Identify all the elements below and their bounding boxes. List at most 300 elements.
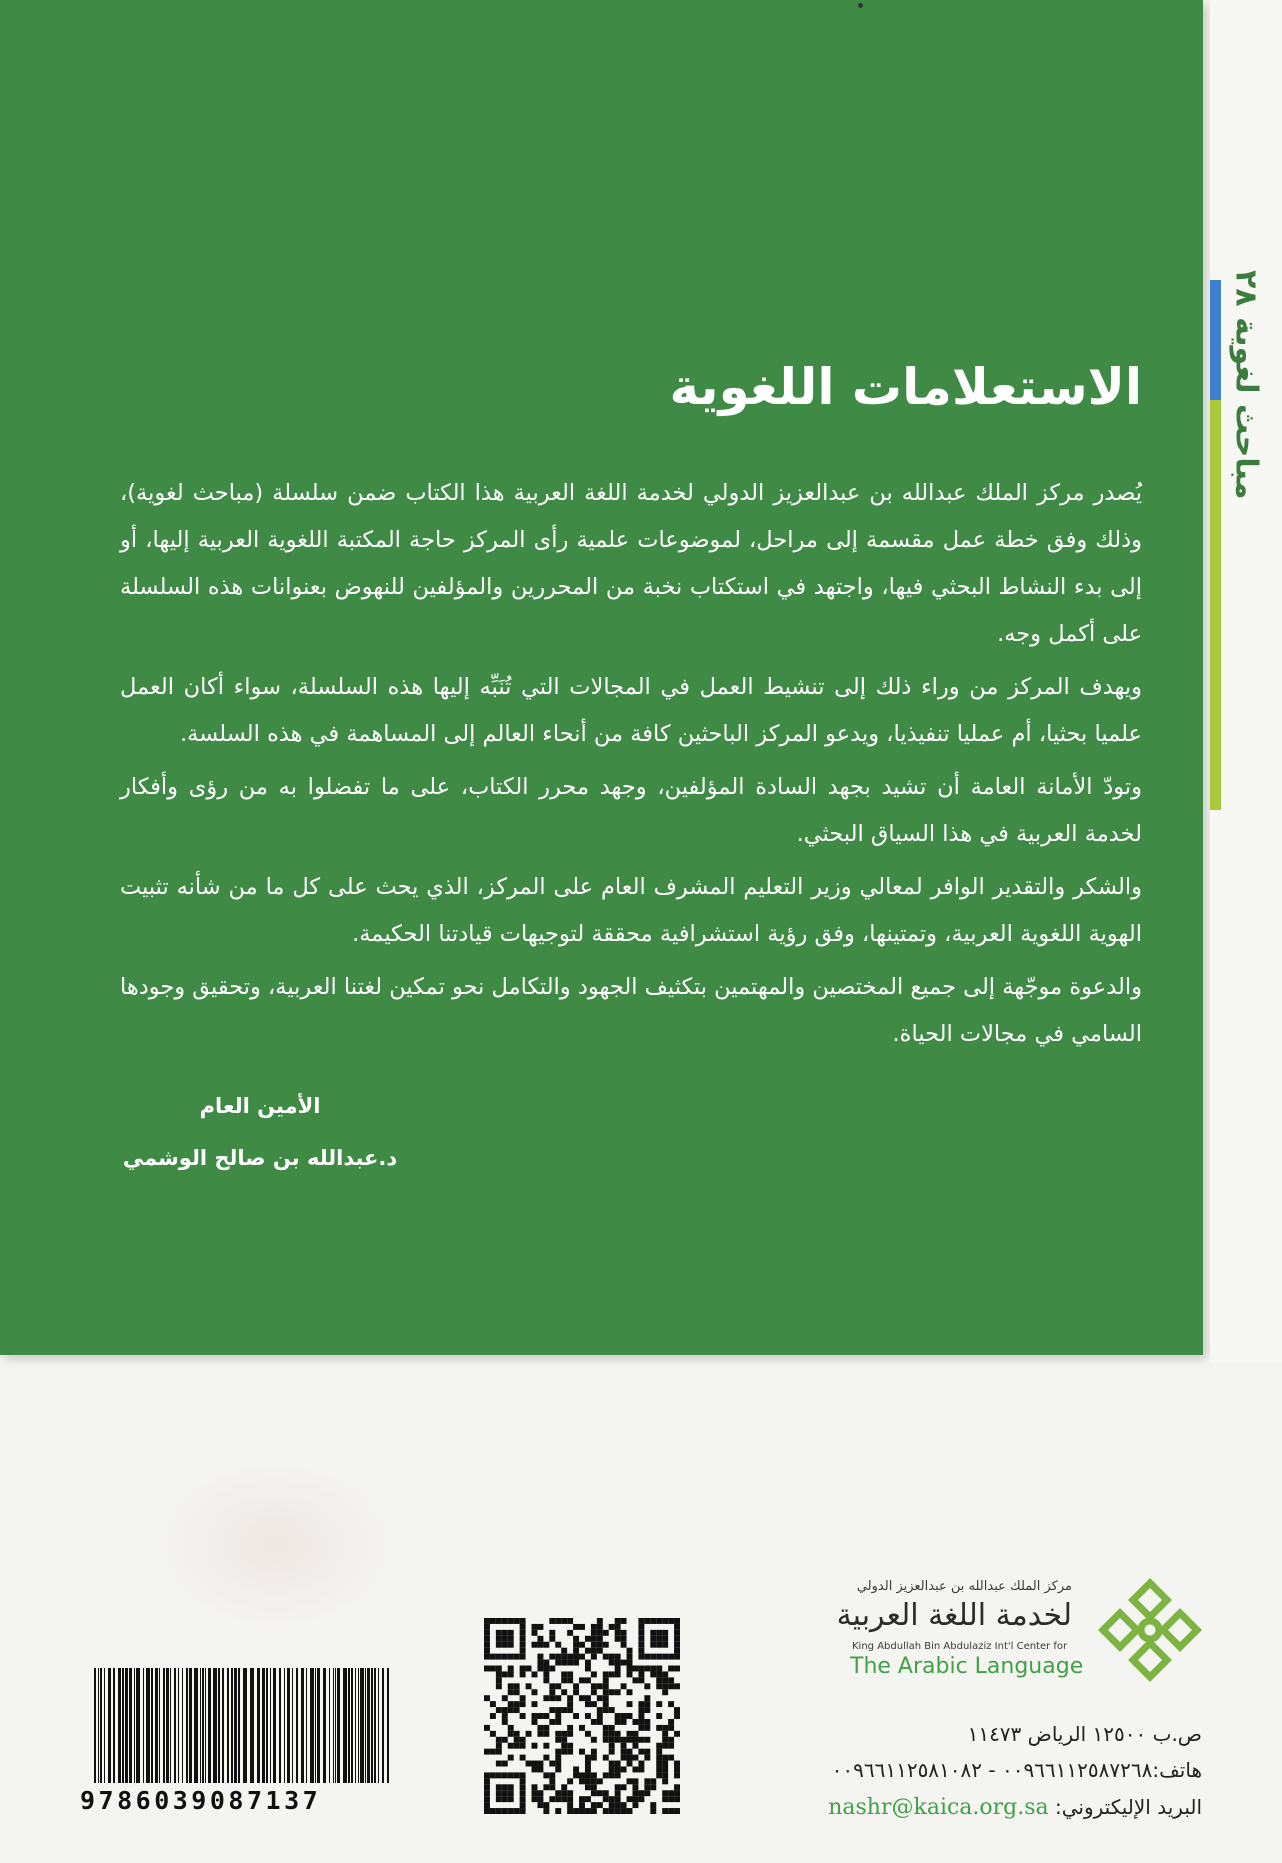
qr-module [644, 1618, 650, 1624]
qr-module [561, 1689, 567, 1695]
qr-module [537, 1761, 543, 1767]
qr-module [561, 1648, 567, 1654]
qr-module [615, 1660, 621, 1666]
qr-module [621, 1618, 627, 1624]
barcode-bar [178, 1668, 179, 1783]
barcode-bar [343, 1668, 347, 1783]
qr-module [597, 1802, 603, 1808]
qr-module [674, 1648, 680, 1654]
qr-module [632, 1666, 638, 1672]
qr-module [662, 1642, 668, 1648]
qr-module [674, 1796, 680, 1802]
qr-module [496, 1671, 502, 1677]
qr-module [632, 1755, 638, 1761]
qr-module [579, 1778, 585, 1784]
barcode-bar [279, 1668, 281, 1783]
barcode-bar [296, 1668, 298, 1783]
qr-module [537, 1624, 543, 1630]
qr-module [638, 1666, 644, 1672]
qr-module [597, 1683, 603, 1689]
qr-module [573, 1713, 579, 1719]
barcode-bar [351, 1668, 353, 1783]
qr-module [591, 1719, 597, 1725]
qr-module [644, 1790, 650, 1796]
barcode-bar [129, 1668, 132, 1783]
qr-module [662, 1677, 668, 1683]
qr-module [543, 1731, 549, 1737]
barcode-bar [146, 1668, 150, 1783]
qr-module [508, 1707, 514, 1713]
qr-module [644, 1654, 650, 1660]
qr-module [674, 1790, 680, 1796]
qr-module [520, 1636, 526, 1642]
qr-module [579, 1624, 585, 1630]
qr-module [549, 1719, 555, 1725]
qr-module [561, 1743, 567, 1749]
qr-module [585, 1677, 591, 1683]
qr-module [603, 1808, 609, 1814]
barcode-bar [166, 1668, 169, 1783]
qr-module [573, 1624, 579, 1630]
qr-module [609, 1731, 615, 1737]
qr-module [514, 1743, 520, 1749]
qr-module [591, 1778, 597, 1784]
qr-module [532, 1719, 538, 1725]
qr-module [496, 1808, 502, 1814]
qr-module [585, 1766, 591, 1772]
qr-module [656, 1755, 662, 1761]
qr-module [555, 1737, 561, 1743]
qr-module [644, 1725, 650, 1731]
qr-module [555, 1660, 561, 1666]
spine-series-label: مباحث لغوية ٢٨ [1228, 270, 1264, 500]
qr-module [555, 1790, 561, 1796]
qr-module [591, 1689, 597, 1695]
barcode-bar [218, 1668, 220, 1783]
qr-module [555, 1731, 561, 1737]
qr-module [638, 1725, 644, 1731]
barcode-bar [202, 1668, 204, 1783]
barcode-bar [189, 1668, 192, 1783]
qr-module [632, 1677, 638, 1683]
qr-module [484, 1749, 490, 1755]
qr-module [532, 1671, 538, 1677]
qr-module [549, 1689, 555, 1695]
qr-module [621, 1743, 627, 1749]
qr-module [609, 1624, 615, 1630]
qr-module [567, 1778, 573, 1784]
qr-module [585, 1636, 591, 1642]
qr-module [597, 1630, 603, 1636]
qr-module [591, 1683, 597, 1689]
qr-module [579, 1808, 585, 1814]
qr-module [674, 1772, 680, 1778]
qr-module [484, 1636, 490, 1642]
qr-module [597, 1636, 603, 1642]
qr-module [644, 1683, 650, 1689]
qr-module [644, 1695, 650, 1701]
qr-module [561, 1654, 567, 1660]
barcode-bar [186, 1668, 188, 1783]
qr-module [656, 1671, 662, 1677]
qr-module [484, 1618, 490, 1624]
qr-module [561, 1707, 567, 1713]
qr-module [674, 1630, 680, 1636]
qr-module [502, 1713, 508, 1719]
qr-module [638, 1790, 644, 1796]
qr-module [585, 1778, 591, 1784]
qr-module [615, 1666, 621, 1672]
barcode-bar [355, 1668, 356, 1783]
qr-module [615, 1624, 621, 1630]
qr-module [585, 1784, 591, 1790]
qr-module [650, 1666, 656, 1672]
qr-module [502, 1630, 508, 1636]
qr-module [573, 1636, 579, 1642]
barcode-bar [365, 1668, 366, 1783]
qr-module [514, 1707, 520, 1713]
qr-module [591, 1808, 597, 1814]
qr-module [627, 1737, 633, 1743]
barcode-bar [143, 1668, 144, 1783]
qr-module [662, 1761, 668, 1767]
qr-module [555, 1761, 561, 1767]
qr-module [514, 1689, 520, 1695]
qr-module [603, 1677, 609, 1683]
barcode-bar [257, 1668, 260, 1783]
qr-module [555, 1755, 561, 1761]
qr-module [484, 1630, 490, 1636]
qr-module [532, 1630, 538, 1636]
qr-module [561, 1790, 567, 1796]
qr-module [484, 1808, 490, 1814]
qr-module [490, 1701, 496, 1707]
qr-module [662, 1772, 668, 1778]
qr-module [662, 1737, 668, 1743]
qr-module [520, 1654, 526, 1660]
qr-module [656, 1683, 662, 1689]
qr-module [490, 1772, 496, 1778]
qr-module [496, 1761, 502, 1767]
qr-module [508, 1790, 514, 1796]
barcode-bar [317, 1668, 320, 1783]
qr-module [496, 1677, 502, 1683]
barcode-bar [371, 1668, 373, 1783]
qr-module [638, 1642, 644, 1648]
barcode-bar [270, 1668, 271, 1783]
qr-module [621, 1660, 627, 1666]
qr-module [585, 1695, 591, 1701]
qr-module [514, 1701, 520, 1707]
qr-module [484, 1802, 490, 1808]
qr-module [650, 1808, 656, 1814]
qr-module [627, 1689, 633, 1695]
qr-module [567, 1725, 573, 1731]
qr-module [520, 1802, 526, 1808]
qr-module [549, 1654, 555, 1660]
qr-module [603, 1731, 609, 1737]
qr-module [555, 1808, 561, 1814]
qr-module [532, 1713, 538, 1719]
barcode-bar [134, 1668, 135, 1783]
phone-numbers: هاتف:٠٠٩٦٦١١٢٥٨٧٢٦٨ - ٠٠٩٦٦١١٢٥٨١٠٨٢ [831, 1758, 1202, 1782]
qr-module [543, 1802, 549, 1808]
qr-module [567, 1707, 573, 1713]
qr-code [484, 1618, 680, 1814]
qr-module [609, 1796, 615, 1802]
barcode-bar [94, 1668, 96, 1783]
qr-module [621, 1630, 627, 1636]
qr-module [609, 1749, 615, 1755]
barcode-bar [382, 1668, 384, 1783]
qr-module [502, 1772, 508, 1778]
qr-module [561, 1784, 567, 1790]
qr-module [514, 1731, 520, 1737]
qr-module [597, 1648, 603, 1654]
barcode-bar [170, 1668, 171, 1783]
qr-module [668, 1725, 674, 1731]
barcode-bar [273, 1668, 276, 1783]
qr-module [674, 1707, 680, 1713]
qr-module [496, 1790, 502, 1796]
qr-module [567, 1695, 573, 1701]
barcode-bar [310, 1668, 314, 1783]
barcode-bar [122, 1668, 124, 1783]
qr-module [603, 1701, 609, 1707]
qr-module [662, 1618, 668, 1624]
qr-module [508, 1683, 514, 1689]
qr-module [609, 1660, 615, 1666]
qr-module [508, 1654, 514, 1660]
qr-module [591, 1648, 597, 1654]
blurb-paragraph: وتودّ الأمانة العامة أن تشيد بجهد السادة المؤلفين، وجهد محرر الكتاب، على ما تفضلوا به من رؤى وأفكار لخدمة العربية في هذا السياق البحثي. [120, 774, 1142, 847]
qr-module [508, 1743, 514, 1749]
barcode-bar [374, 1668, 376, 1783]
qr-module [597, 1695, 603, 1701]
qr-module [484, 1624, 490, 1630]
qr-module [579, 1725, 585, 1731]
qr-module [615, 1731, 621, 1737]
qr-module [567, 1660, 573, 1666]
qr-module [543, 1695, 549, 1701]
blurb-paragraph: والشكر والتقدير الوافر لمعالي وزير التعليم المشرف العام على المركز، الذي يحث على كل ما من شأنه تثبيت الهوية اللغوية العربية، وتمتينها، وفق رؤية استشرافية محققة لتوجيهات قيادتنا الحكيمة. [120, 874, 1142, 947]
qr-module [627, 1666, 633, 1672]
qr-module [668, 1666, 674, 1672]
qr-module [573, 1772, 579, 1778]
qr-module [508, 1636, 514, 1642]
qr-module [543, 1671, 549, 1677]
blurb-paragraph: يُصدر مركز الملك عبدالله بن عبدالعزيز الدولي لخدمة اللغة العربية هذا الكتاب ضمن سلسلة (مباحث لغوية)، وذلك وفق خطة عمل مقسمة إلى مراحل، لموضوعات علمية رأى المركز حاجة المكتبة اللغوية العربية إليها، أو إلى بدء النشاط البحثي فيها، واجتهد في استكتاب نخبة من المحررين والمؤلفين للنهوض بعنوانات هذه السلسلة على أكمل وجه. [120, 480, 1142, 647]
barcode-bar [348, 1668, 350, 1783]
qr-module [662, 1796, 668, 1802]
qr-module [650, 1654, 656, 1660]
qr-module [609, 1802, 615, 1808]
qr-module [567, 1677, 573, 1683]
qr-module [638, 1677, 644, 1683]
qr-module [532, 1796, 538, 1802]
qr-module [532, 1790, 538, 1796]
qr-module [674, 1683, 680, 1689]
qr-module [632, 1778, 638, 1784]
qr-module [650, 1671, 656, 1677]
publisher-logo-icon [1095, 1575, 1205, 1685]
qr-module [674, 1784, 680, 1790]
qr-module [638, 1630, 644, 1636]
barcode-bar [387, 1668, 389, 1783]
qr-module [627, 1731, 633, 1737]
qr-module [496, 1772, 502, 1778]
qr-module [555, 1766, 561, 1772]
qr-module [615, 1808, 621, 1814]
qr-module [537, 1654, 543, 1660]
qr-module [609, 1725, 615, 1731]
qr-module [638, 1636, 644, 1642]
qr-module [632, 1737, 638, 1743]
qr-module [502, 1642, 508, 1648]
qr-module [656, 1743, 662, 1749]
qr-module [615, 1784, 621, 1790]
qr-module [585, 1808, 591, 1814]
qr-module [615, 1802, 621, 1808]
publisher-name-en: The Arabic Language [850, 1654, 1084, 1679]
qr-module [585, 1660, 591, 1666]
qr-module [650, 1778, 656, 1784]
qr-module [627, 1796, 633, 1802]
qr-module [520, 1784, 526, 1790]
qr-module [502, 1671, 508, 1677]
qr-module [632, 1784, 638, 1790]
qr-module [668, 1790, 674, 1796]
qr-module [555, 1707, 561, 1713]
qr-module [543, 1713, 549, 1719]
qr-module [609, 1808, 615, 1814]
qr-module [496, 1636, 502, 1642]
qr-module [502, 1808, 508, 1814]
qr-module [520, 1648, 526, 1654]
qr-module [537, 1796, 543, 1802]
qr-module [615, 1772, 621, 1778]
barcode-bar [98, 1668, 99, 1783]
barcode-bar [222, 1668, 224, 1783]
qr-module [573, 1648, 579, 1654]
email-address[interactable]: nashr@kaica.org.sa [828, 1795, 1049, 1820]
barcode-bar [301, 1668, 304, 1783]
qr-module [668, 1743, 674, 1749]
qr-module [674, 1654, 680, 1660]
barcode-bar [306, 1668, 307, 1783]
qr-module [638, 1618, 644, 1624]
qr-module [567, 1790, 573, 1796]
qr-module [561, 1660, 567, 1666]
qr-module [537, 1666, 543, 1672]
qr-module [508, 1755, 514, 1761]
qr-module [627, 1713, 633, 1719]
barcode-bar [367, 1668, 370, 1783]
qr-module [627, 1671, 633, 1677]
qr-module [638, 1671, 644, 1677]
qr-module [502, 1761, 508, 1767]
qr-module [543, 1660, 549, 1666]
qr-module [638, 1701, 644, 1707]
qr-module [638, 1749, 644, 1755]
qr-module [520, 1790, 526, 1796]
qr-module [537, 1660, 543, 1666]
qr-module [526, 1731, 532, 1737]
qr-module [502, 1707, 508, 1713]
barcode-bar [231, 1668, 233, 1783]
qr-module [662, 1689, 668, 1695]
qr-module [484, 1772, 490, 1778]
qr-module [520, 1618, 526, 1624]
qr-module [609, 1766, 615, 1772]
qr-module [508, 1772, 514, 1778]
qr-module [585, 1731, 591, 1737]
qr-module [644, 1719, 650, 1725]
qr-module [674, 1808, 680, 1814]
qr-module [567, 1701, 573, 1707]
qr-module [668, 1755, 674, 1761]
signature-block [120, 1080, 400, 1184]
qr-module [567, 1671, 573, 1677]
qr-module [656, 1630, 662, 1636]
qr-module [603, 1737, 609, 1743]
qr-module [656, 1642, 662, 1648]
qr-module [555, 1713, 561, 1719]
qr-module [579, 1642, 585, 1648]
qr-module [668, 1683, 674, 1689]
qr-module [490, 1654, 496, 1660]
qr-module [579, 1695, 585, 1701]
qr-module [644, 1737, 650, 1743]
barcode-bar [194, 1668, 198, 1783]
barcode-bar [208, 1668, 211, 1783]
qr-module [532, 1761, 538, 1767]
qr-module [638, 1707, 644, 1713]
qr-module [632, 1802, 638, 1808]
qr-module [609, 1761, 615, 1767]
qr-module [579, 1802, 585, 1808]
qr-module [537, 1766, 543, 1772]
barcode-bar [323, 1668, 326, 1783]
qr-module [591, 1701, 597, 1707]
qr-module [502, 1719, 508, 1725]
qr-module [532, 1743, 538, 1749]
qr-module [532, 1642, 538, 1648]
qr-module [662, 1725, 668, 1731]
qr-module [638, 1737, 644, 1743]
barcode-bar [243, 1668, 247, 1783]
qr-module [656, 1677, 662, 1683]
qr-module [549, 1761, 555, 1767]
po-box: ص.ب ١٢٥٠٠ الرياض ١١٤٧٣ [967, 1722, 1202, 1746]
qr-module [662, 1808, 668, 1814]
qr-module [585, 1761, 591, 1767]
qr-module [579, 1654, 585, 1660]
qr-module [627, 1654, 633, 1660]
qr-module [585, 1796, 591, 1802]
qr-module [644, 1666, 650, 1672]
barcode-bar [315, 1668, 316, 1783]
qr-module [549, 1707, 555, 1713]
qr-module [520, 1695, 526, 1701]
qr-module [621, 1784, 627, 1790]
qr-module [627, 1648, 633, 1654]
qr-module [662, 1790, 668, 1796]
qr-module [508, 1725, 514, 1731]
qr-module [549, 1618, 555, 1624]
barcode-bar [250, 1668, 254, 1783]
qr-module [484, 1666, 490, 1672]
